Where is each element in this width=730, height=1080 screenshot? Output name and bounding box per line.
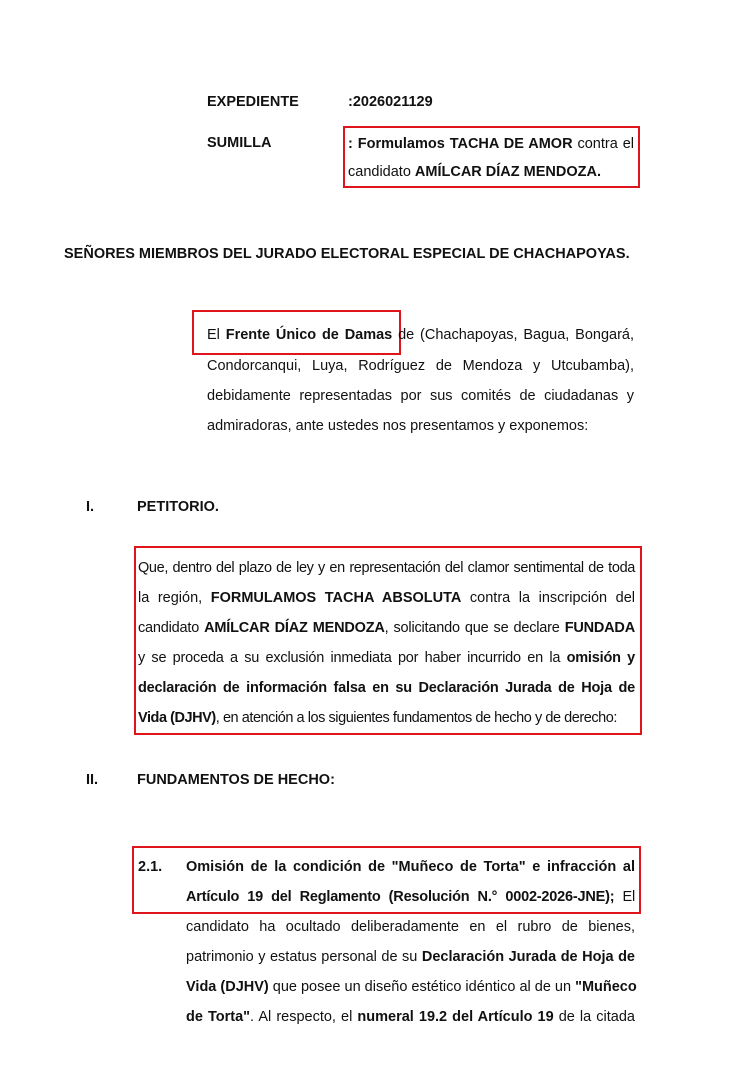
expediente-value: :2026021129 — [348, 94, 433, 110]
item-2-1-line-1: Omisión de la condición de "Muñeco de Torta" e infracción al — [186, 859, 635, 875]
item-2-1-line-5: Vida (DJHV) que posee un diseño estético idéntico al de un "Muñeco — [186, 979, 637, 995]
sumilla-line-2: candidato AMÍLCAR DÍAZ MENDOZA. — [348, 164, 601, 180]
sumilla-line-1: : Formulamos TACHA DE AMOR contra el — [348, 136, 634, 152]
section-1-title: PETITORIO. — [137, 499, 219, 515]
intro-line-3: debidamente representadas por sus comités de ciudadanas y — [207, 388, 634, 404]
section-2-title: FUNDAMENTOS DE HECHO: — [137, 772, 335, 788]
petitorio-line-5: declaración de información falsa en su Declaración Jurada de Hoja de — [138, 680, 635, 696]
sumilla-label: SUMILLA — [207, 135, 272, 151]
petitorio-line-1: Que, dentro del plazo de ley y en representación del clamor sentimental de toda — [138, 560, 635, 576]
item-2-1-number: 2.1. — [138, 859, 163, 875]
section-1-number: I. — [86, 499, 95, 515]
petitorio-line-3: candidato AMÍLCAR DÍAZ MENDOZA, solicitando que se declare FUNDADA — [138, 620, 635, 636]
expediente-label: EXPEDIENTE — [207, 94, 299, 110]
item-2-1-line-4: patrimonio y estatus personal de su Declaración Jurada de Hoja de — [186, 949, 635, 965]
petitorio-line-4: y se proceda a su exclusión inmediata por haber incurrido en la omisión y — [138, 650, 635, 666]
addressee-heading: SEÑORES MIEMBROS DEL JURADO ELECTORAL ESPECIAL DE CHACHAPOYAS. — [64, 246, 630, 262]
intro-line-4: admiradoras, ante ustedes nos presentamos y exponemos: — [207, 418, 589, 434]
petitorio-line-6: Vida (DJHV), en atención a los siguientes fundamentos de hecho y de derecho: — [138, 710, 617, 726]
intro-line-2: Condorcanqui, Luya, Rodríguez de Mendoza y Utcubamba), — [207, 358, 634, 374]
section-2-number: II. — [86, 772, 99, 788]
intro-line-1: El Frente Único de Damas de (Chachapoyas, Bagua, Bongará, — [207, 327, 634, 343]
item-2-1-line-2: Artículo 19 del Reglamento (Resolución N.° 0002-2026-JNE); El — [186, 889, 635, 905]
petitorio-line-2: la región, FORMULAMOS TACHA ABSOLUTA contra la inscripción del — [138, 590, 635, 606]
item-2-1-line-3: candidato ha ocultado deliberadamente en el rubro de bienes, — [186, 919, 635, 935]
item-2-1-line-6: de Torta". Al respecto, el numeral 19.2 del Artículo 19 de la citada — [186, 1009, 635, 1025]
